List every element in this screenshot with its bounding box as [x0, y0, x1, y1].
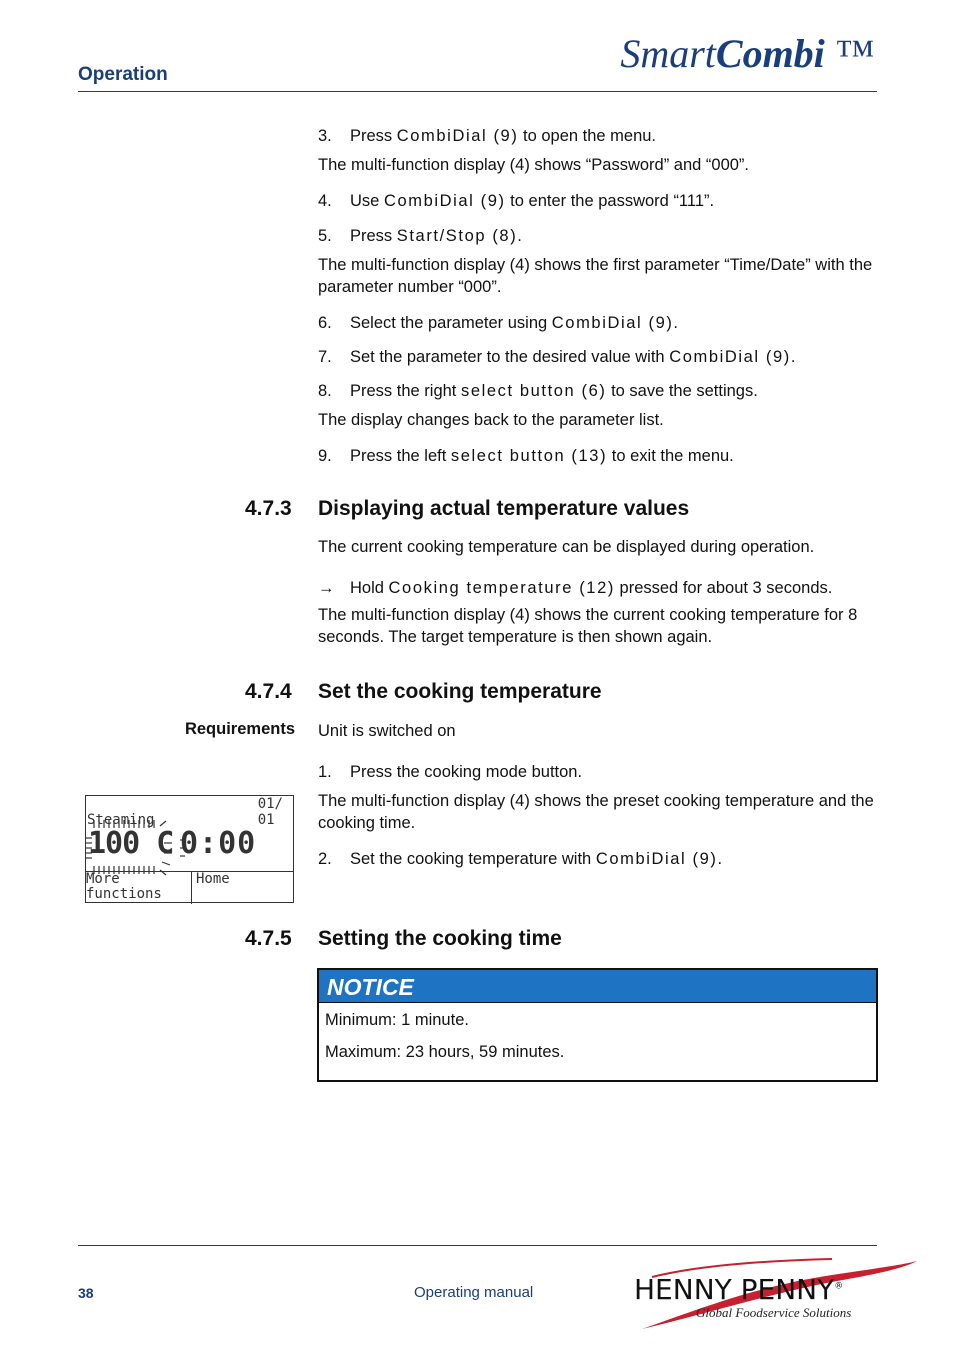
lcd-softkey-line1: More — [86, 871, 120, 887]
heading-title: Displaying actual temperature values — [318, 497, 690, 520]
logo-registered: ® — [834, 1281, 844, 1292]
notice-body — [319, 1003, 876, 1079]
step-5 — [318, 225, 878, 247]
step-key: CombiDial (9). — [595, 850, 724, 868]
lcd-mode: Steaming — [87, 812, 155, 828]
paragraph-parameter: The multi-function display (4) shows the first parameter “Time/Date” with the parameter number “000”. — [318, 256, 873, 296]
action-hold — [318, 577, 878, 599]
lcd-program-line2: 01 — [257, 812, 275, 828]
step-pre: Use — [350, 192, 384, 210]
brand-light: Smart — [620, 31, 716, 76]
step-pre: Set the parameter to the desired value with — [350, 348, 670, 366]
step-4 — [318, 190, 878, 212]
heading-4-7-5 — [245, 927, 878, 951]
step-7 — [318, 346, 878, 368]
step-post: to save the settings. — [606, 382, 758, 400]
step-3 — [318, 125, 878, 147]
step-2 — [318, 848, 878, 870]
step-6 — [318, 312, 878, 334]
paragraph-display-changes: The display changes back to the parameter list. — [318, 411, 664, 429]
step-text — [350, 190, 714, 212]
step-number: 1. — [318, 763, 332, 781]
brand-title — [620, 30, 874, 77]
lcd-softkey-line2: functions — [86, 886, 162, 902]
action-key: Cooking temperature (12) — [388, 579, 615, 597]
step-key: Start/Stop (8). — [396, 227, 524, 245]
document-type: Operating manual — [414, 1284, 534, 1301]
action-post: pressed for about 3 seconds. — [614, 579, 833, 597]
brand-tm: ™ — [824, 31, 874, 76]
step-text — [350, 225, 523, 247]
lcd-program-line1: 01/ — [257, 796, 283, 812]
brand-bold: Combi — [715, 31, 825, 76]
heading-number: 4.7.5 — [245, 927, 292, 950]
paragraph-current-temp-result: The multi-function display (4) shows the current cooking temperature for 8 seconds. The target temperature is then shown again. — [318, 606, 858, 646]
step-pre: Select the parameter using — [350, 314, 552, 332]
step-number: 6. — [318, 314, 332, 332]
step-number: 3. — [318, 127, 332, 145]
logo-name: HENNY PENNY — [634, 1273, 835, 1306]
step-key: CombiDial (9). — [669, 348, 798, 366]
step-text — [350, 380, 758, 402]
step-post: to open the menu. — [518, 127, 657, 145]
notice-box — [317, 968, 878, 1082]
lcd-softkey-home: Home — [192, 871, 294, 903]
step-pre: Press the left — [350, 447, 451, 465]
step-text — [350, 312, 680, 334]
step-number: 2. — [318, 850, 332, 868]
requirements-value: Unit is switched on — [318, 722, 456, 740]
step-key: CombiDial (9) — [383, 192, 506, 210]
henny-penny-logo — [632, 1257, 932, 1332]
paragraph-current-temp: The current cooking temperature can be displayed during operation. — [318, 538, 815, 556]
step-key: select button (13) — [450, 447, 608, 465]
step-key: CombiDial (9). — [551, 314, 680, 332]
step-number: 9. — [318, 447, 332, 465]
step-post: to enter the password “111”. — [505, 192, 715, 210]
step-key: select button (6) — [460, 382, 607, 400]
notice-line-maximum: Maximum: 23 hours, 59 minutes. — [325, 1043, 565, 1061]
step-8 — [318, 380, 878, 402]
heading-title: Set the cooking temperature — [318, 680, 602, 703]
step-9 — [318, 445, 878, 467]
requirements-label: Requirements — [184, 720, 295, 738]
heading-number: 4.7.4 — [245, 680, 292, 703]
notice-heading: NOTICE — [319, 970, 876, 1003]
step-text — [350, 848, 724, 870]
section-title: Operation — [78, 64, 168, 85]
step-text — [350, 346, 797, 368]
lcd-program-number — [258, 796, 283, 828]
step-key: CombiDial (9) — [396, 127, 519, 145]
arrow-icon: → — [318, 579, 335, 597]
step-post: to exit the menu. — [607, 447, 734, 465]
paragraph-preset: The multi-function display (4) shows the preset cooking temperature and the cooking time. — [318, 792, 874, 832]
step-pre: Press — [350, 127, 397, 145]
step-number: 5. — [318, 227, 332, 245]
action-text — [350, 577, 832, 599]
heading-number: 4.7.3 — [245, 497, 292, 520]
action-pre: Hold — [350, 579, 389, 597]
header-rule — [78, 91, 877, 92]
notice-line-minimum: Minimum: 1 minute. — [325, 1011, 469, 1029]
step-text: Press the cooking mode button. — [350, 763, 583, 781]
step-text — [350, 125, 656, 147]
heading-4-7-3 — [245, 497, 878, 521]
lcd-display-illustration — [85, 795, 294, 903]
lcd-time: 0:00 — [180, 826, 257, 861]
footer-rule — [78, 1245, 877, 1246]
paragraph-password: The multi-function display (4) shows “Password” and “000”. — [318, 156, 750, 174]
step-1 — [318, 761, 878, 783]
heading-4-7-4 — [245, 680, 878, 704]
step-number: 7. — [318, 348, 332, 366]
step-text — [350, 445, 734, 467]
lcd-softkey-more-functions — [86, 871, 192, 904]
lcd-temperature: 100 C — [88, 826, 174, 861]
step-pre: Set the cooking temperature with — [350, 850, 596, 868]
step-pre: Press the right — [350, 382, 461, 400]
logo-wordmark — [634, 1273, 843, 1306]
page-number: 38 — [78, 1285, 94, 1301]
step-number: 8. — [318, 382, 332, 400]
step-pre: Press — [350, 227, 397, 245]
logo-tagline: Global Foodservice Solutions — [696, 1305, 852, 1320]
step-number: 4. — [318, 192, 332, 210]
heading-title: Setting the cooking time — [318, 927, 562, 950]
